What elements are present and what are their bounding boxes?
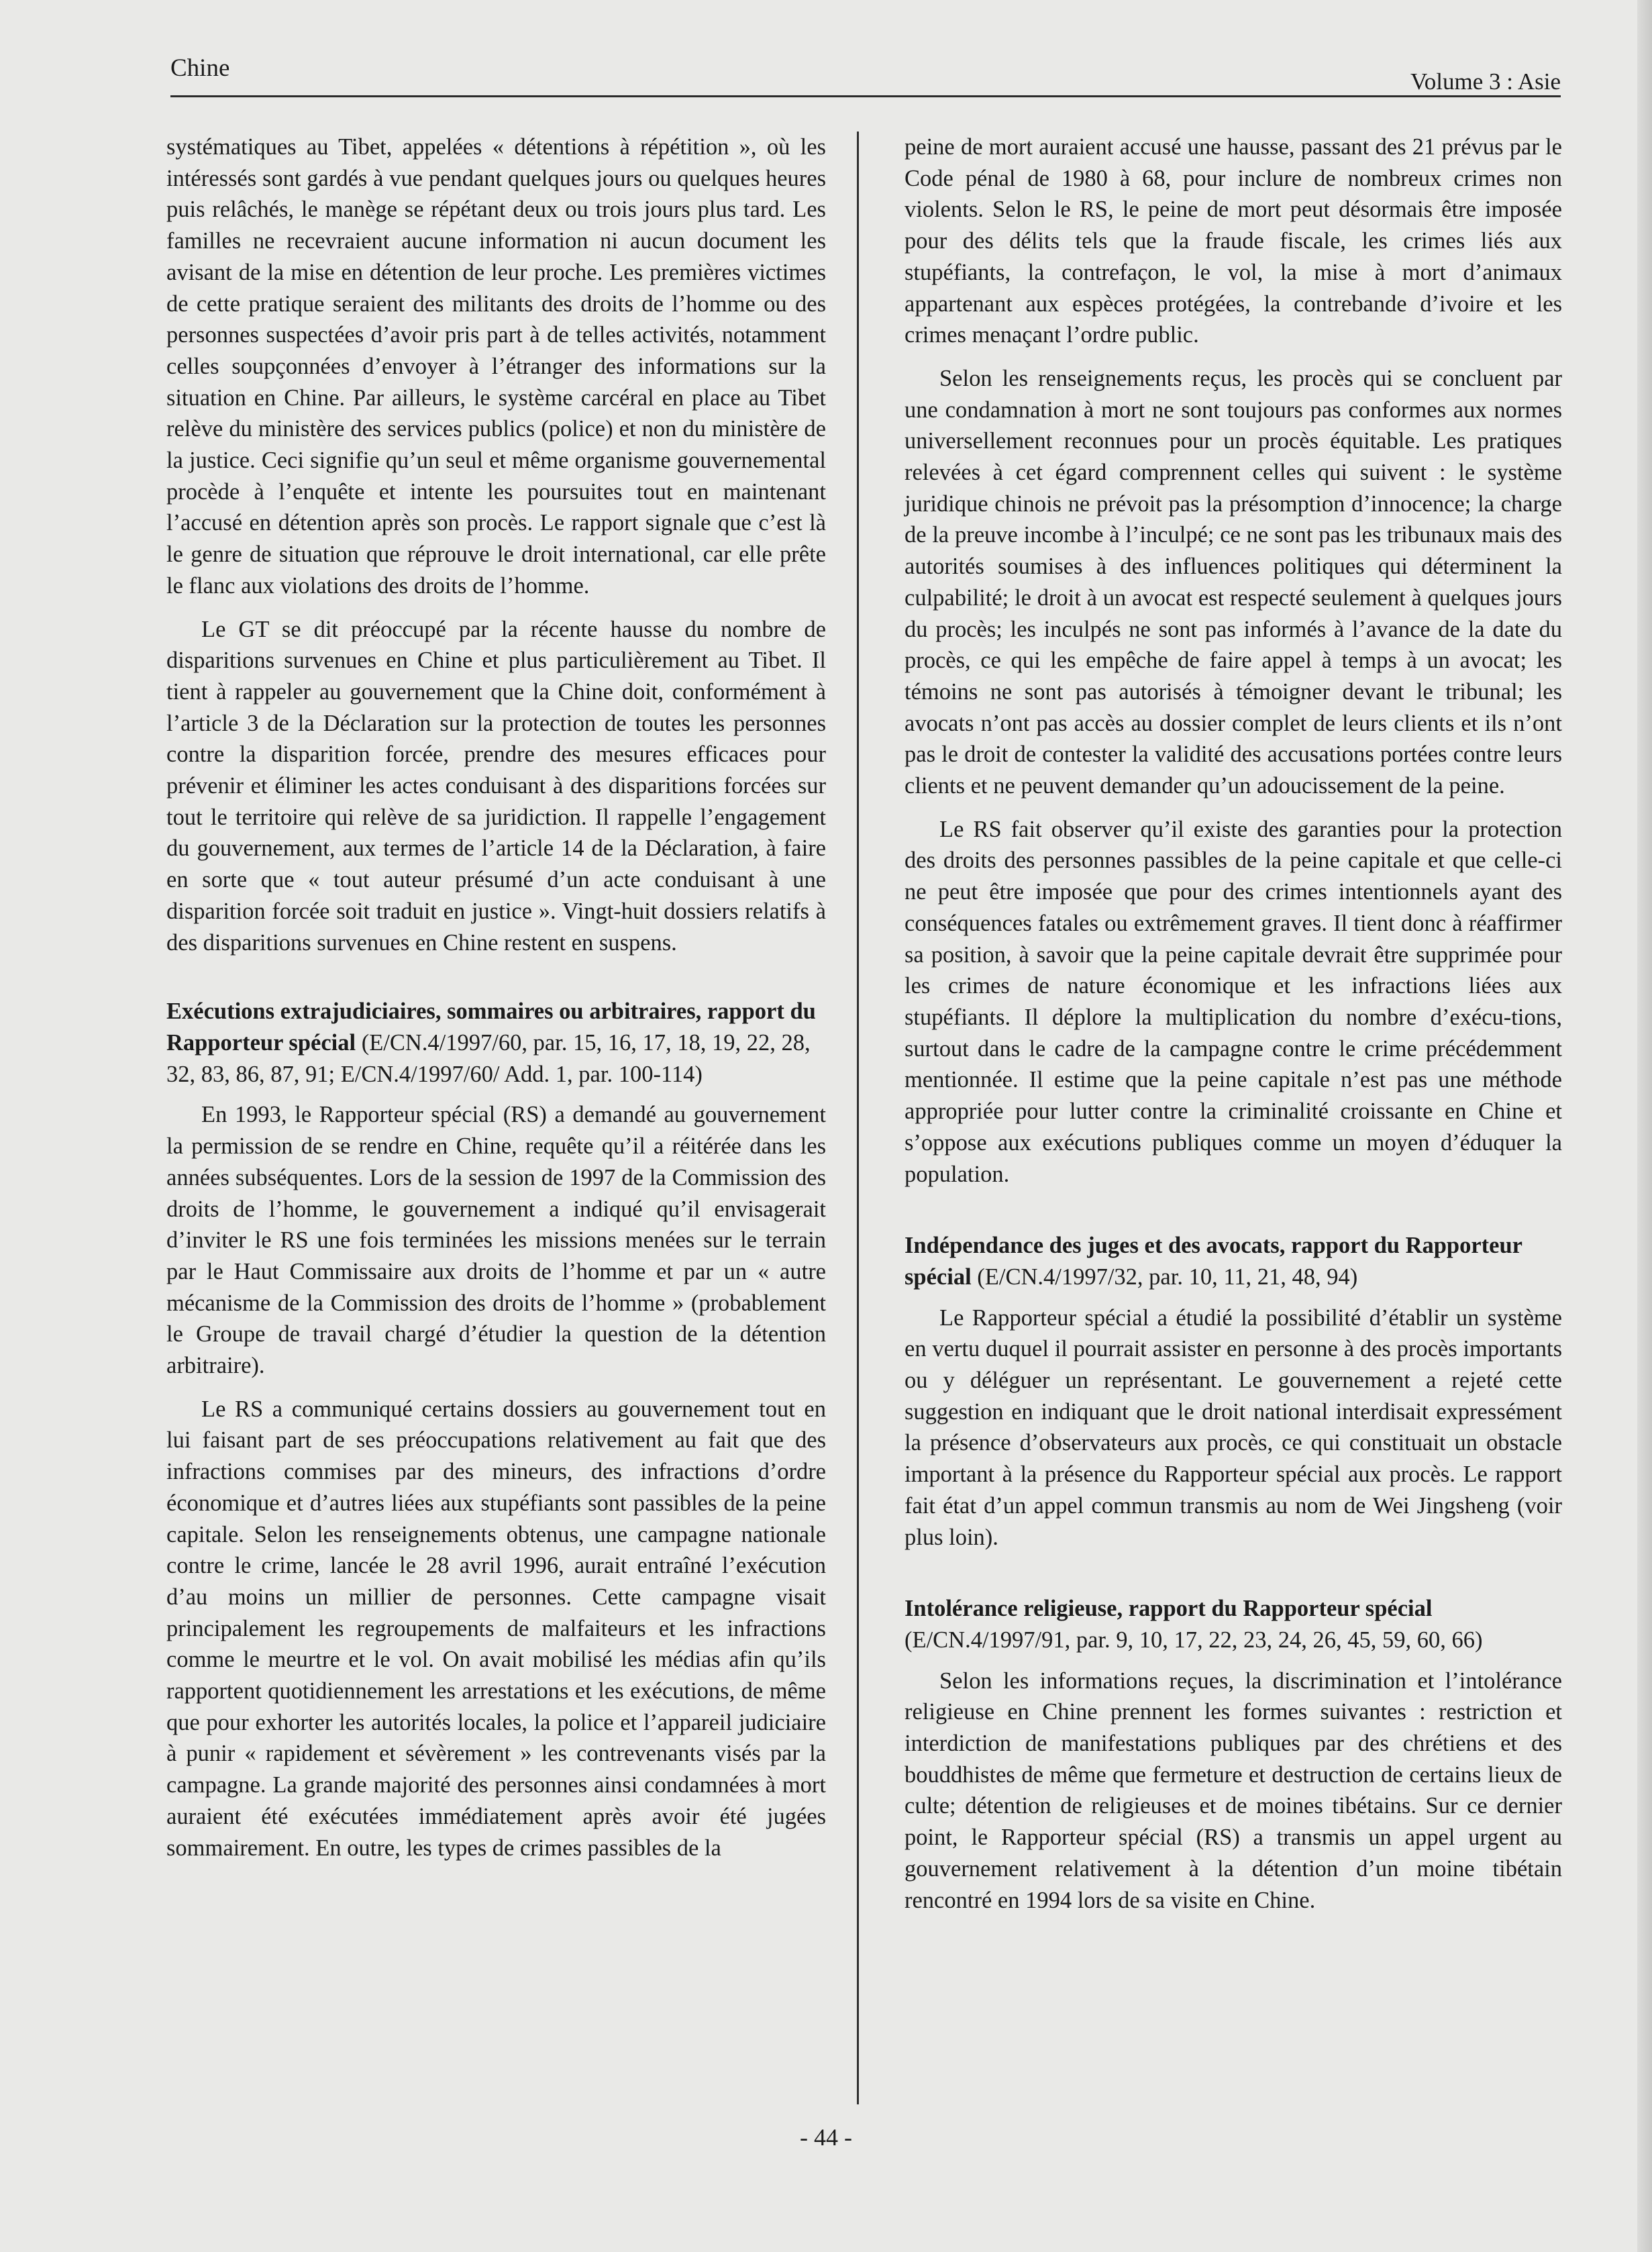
- paragraph: En 1993, le Rapporteur spécial (RS) a demandé au gouvernement la permission de se rendre en Chine, requête qu’il a réitérée dans les années subséquentes. Lors de la session de 1997 de la Commission des droits de l’homme, le gouvernement a indiqué qu’il envisagerait d’inviter le RS une fois terminées les missions menées sur le terrain par le Haut Commissaire aux droits de l’homme et par un « autre mécanisme de la Commission des droits de l’homme » (probablement le Groupe de travail chargé d’étudier la question de la détention arbitraire).: [166, 1102, 826, 1379]
- section-heading-bold: Indépendance des juges et des avocats, rapport du Rapporteur spécial: [905, 1233, 1522, 1290]
- header-volume: Volume 3 : Asie: [1410, 68, 1561, 95]
- section-heading-religious: [905, 1593, 1562, 1655]
- section-heading-judges: [905, 1230, 1562, 1292]
- page-number: - 44 -: [800, 2124, 852, 2151]
- column-divider: [857, 132, 859, 2104]
- paragraph: peine de mort auraient accusé une hausse, passant des 21 prévus par le Code pénal de 1980 à 68, pour inclure de nombreux crimes non violents. Selon le RS, le peine de mort peut désormais être imposée pour des délits tels que la fraude fiscale, les crimes liés aux stupéfiants, la contrefaçon, le vol, la mise à mort d’animaux appartenant aux espèces protégées, la contrebande d’ivoire et les crimes menaçant l’ordre public.: [905, 134, 1562, 348]
- section-heading-reference: (E/CN.4/1997/91, par. 9, 10, 17, 22, 23, 24, 26, 45, 59, 60, 66): [905, 1627, 1483, 1653]
- section-heading-bold: Intolérance religieuse, rapport du Rapporteur spécial: [905, 1596, 1433, 1622]
- header-rule: [170, 95, 1561, 97]
- paragraph: Selon les renseignements reçus, les procès qui se concluent par une condamnation à mort ne sont toujours pas conformes aux normes universellement reconnues pour un procès équitable. Les pratiques relevées à cet égard comprennent celles qui suivent : le système juridique chinois ne prévoit pas la présomption d’innocence; la charge de la preuve incombe à l’inculpé; ce ne sont pas les tribunaux mais des autorités soumises à des influences politiques qui déterminent la culpabilité; le droit à un avocat est respecté seulement à quelques jours du procès; les inculpés ne sont pas informés à l’avance de la date du procès, ce qui les empêche de faire appel à temps à un avocat; les témoins ne sont pas autorisés à témoigner devant le tribunal; les avocats n’ont pas accès au dossier complet de leurs clients et ils n’ont pas le droit de contester la validité des accusations portées contre leurs clients et ne peuvent demander qu’un adoucissement de la peine.: [905, 365, 1562, 799]
- header-country: Chine: [170, 54, 230, 82]
- left-column: [166, 132, 826, 1876]
- paragraph: Le Rapporteur spécial a étudié la possibilité d’établir un système en vertu duquel il pourrait assister en personne à des procès importants ou y déléguer un représentant. Le gouvernement a rejeté cette suggestion en indiquant que le droit national interdisait expressément la présence d’observateurs aux procès, ce qui constituait un obstacle important à la présence du Rapporteur spécial aux procès. Le rapport fait état d’un appel commun transmis au nom de Wei Jingsheng (voir plus loin).: [905, 1304, 1562, 1550]
- paragraph: systématiques au Tibet, appelées « détentions à répétition », où les intéressés sont gardés à vue pendant quelques jours ou quelques heures puis relâchés, le manège se répétant deux ou trois jours plus tard. Les familles ne recevraient aucune information ni aucun document les avisant de la mise en détention de leur proche. Les premières victimes de cette pratique seraient des militants des droits de l’homme ou des personnes suspectées d’avoir pris part à de telles activités, notamment celles soupçonnées d’envoyer à l’étranger des informations sur la situation en Chine. Par ailleurs, le système carcéral en place au Tibet relève du ministère des services publics (police) et non du ministère de la justice. Ceci signifie qu’un seul et même organisme gouvernemental procède à l’enquête et intente les poursuites tout en maintenant l’accusé en détention après son procès. Le rapport signale que c’est là le genre de situation que réprouve le droit international, car elle prête le flanc aux violations des droits de l’homme.: [166, 134, 826, 599]
- section-heading-reference: (E/CN.4/1997/60, par. 15, 16, 17, 18, 19, 22, 28, 32, 83, 86, 87, 91; E/CN.4/1997/60/ Add. 1, par. 100-114): [166, 1029, 811, 1087]
- paragraph: Le RS fait observer qu’il existe des garanties pour la protection des droits des personnes passibles de la peine capitale et que celle-ci ne peut être imposée que pour des crimes intentionnels ayant des conséquences fatales ou extrêmement graves. Il tient donc à réaffirmer sa position, à savoir que la peine capitale devrait être supprimée pour les crimes de nature économique et les infractions liées aux stupéfiants. Il déplore la multiplication du nombre d’exécu-tions, surtout dans le cadre de la campagne contre le crime précédemment mentionnée. Il estime que la peine capitale n’est pas une méthode appropriée pour lutter contre la criminalité croissante en Chine et s’oppose aux exécutions publiques comme un moyen d’éduquer la population.: [905, 816, 1562, 1187]
- section-heading-executions: [166, 996, 826, 1090]
- scan-edge: [1637, 0, 1652, 2252]
- paragraph: Le RS a communiqué certains dossiers au gouvernement tout en lui faisant part de ses préoccupations relativement au fait que des infractions commises par des mineurs, des infractions d’ordre économique et d’autres liées aux stupéfiants sont passibles de la peine capitale. Selon les renseignements obtenus, une campagne nationale contre le crime, lancée le 28 avril 1996, aurait entraîné l’exécution d’au moins un millier de personnes. Cette campagne visait principalement les regroupements de malfaiteurs et les infractions comme le meurtre et le vol. On avait mobilisé les médias afin qu’ils rapportent quotidiennement les arrestations et les exécutions, de même que pour exhorter les autorités locales, la police et l’appareil judiciaire à punir « rapidement et sévèrement » les contrevenants visés par la campagne. La grande majorité des personnes ainsi condamnées à mort auraient été exécutées immédiatement après avoir été jugées sommairement. En outre, les types de crimes passibles de la: [166, 1396, 826, 1861]
- paragraph: Le GT se dit préoccupé par la récente hausse du nombre de disparitions survenues en Chine et plus particulièrement au Tibet. Il tient à rappeler au gouvernement que la Chine doit, conformément à l’article 3 de la Déclaration sur la protection de toutes les personnes contre la disparition forcée, prendre des mesures efficaces pour prévenir et éliminer les actes conduisant à des disparitions forcées sur tout le territoire qui relève de sa juridiction. Il rappelle l’engagement du gouvernement, aux termes de l’article 14 de la Déclaration, à faire en sorte que « tout auteur présumé d’un acte conduisant à une disparition forcée soit traduit en justice ». Vingt-huit dossiers relatifs à des disparitions survenues en Chine restent en suspens.: [166, 616, 826, 956]
- section-heading-reference: (E/CN.4/1997/32, par. 10, 11, 21, 48, 94): [971, 1264, 1358, 1290]
- paragraph: Selon les informations reçues, la discrimination et l’intolérance religieuse en Chine prennent les formes suivantes : restriction et interdiction de manifestations publiques par des chrétiens et des bouddhistes de même que fermeture et destruction de certains lieux de culte; détention de religieuses et de moines tibétains. Sur ce dernier point, le Rapporteur spécial (RS) a transmis un appel urgent au gouvernement relativement à la détention d’un moine tibétain rencontré en 1994 lors de sa visite en Chine.: [905, 1668, 1562, 1913]
- right-column: [905, 132, 1562, 1928]
- section-heading-bold: Exécutions extrajudiciaires, sommaires ou arbitraires, rapport du Rapporteur spécial: [166, 999, 816, 1056]
